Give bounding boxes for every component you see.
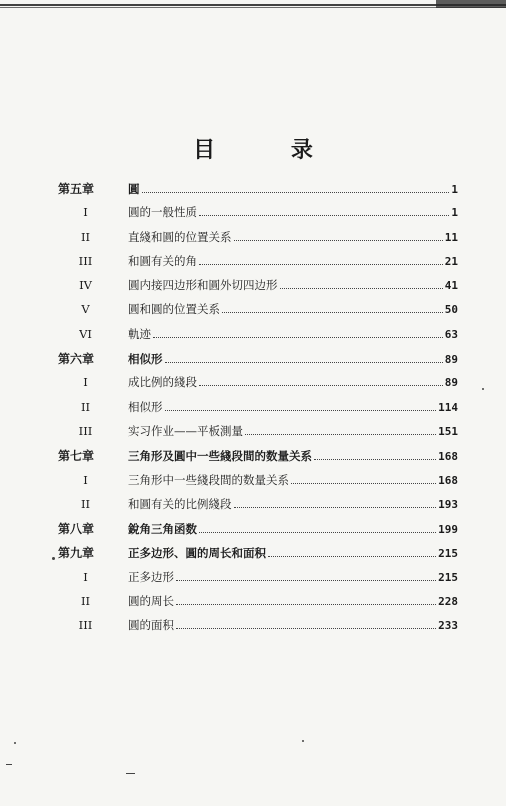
toc-leader-dots: [165, 410, 437, 411]
print-speck: [14, 742, 16, 744]
toc-chapter-row: [58, 544, 458, 568]
toc-number: III: [78, 423, 93, 438]
toc-number: 第八章: [58, 522, 95, 537]
toc-chapter-row: [58, 447, 458, 471]
toc-title: 圓的周长: [128, 594, 174, 609]
print-speck: [126, 773, 135, 774]
toc-page-number: 199: [438, 523, 458, 537]
toc-title: 和圓有关的比例綫段: [128, 496, 232, 511]
print-speck: [302, 740, 304, 742]
toc-page-number: 41: [444, 279, 458, 293]
toc-page-number: 11: [444, 230, 458, 244]
toc-title: 圓的一般性质: [128, 205, 197, 220]
toc-section-row: [58, 423, 458, 447]
toc-title: 实习作业——平板測量: [128, 423, 243, 438]
toc-title: 直綫和圓的位置关系: [128, 229, 232, 244]
toc-title: 相似形: [128, 352, 163, 367]
toc-page-number: 1: [451, 206, 458, 220]
toc-section-row: [58, 374, 458, 398]
toc-section-row: [58, 204, 458, 228]
toc-number: V: [81, 302, 90, 317]
toc-number: II: [80, 496, 91, 511]
toc-leader-dots: [199, 264, 443, 265]
toc-section-row: [58, 569, 458, 593]
page-top-rule-mark: [436, 0, 506, 8]
toc-title: 圓的面积: [128, 618, 174, 633]
toc-page-number: 215: [438, 570, 458, 584]
toc-number: 第六章: [58, 352, 95, 367]
toc-number: III: [78, 253, 93, 268]
toc-section-row: [58, 326, 458, 350]
toc-title: 圓: [128, 182, 140, 196]
toc-section-row: [58, 301, 458, 325]
toc-section-row: [58, 593, 458, 617]
print-speck: [482, 388, 484, 390]
toc-leader-dots: [199, 385, 443, 386]
toc-page-number: 89: [444, 376, 458, 390]
toc-title: 銳角三角函数: [128, 522, 197, 537]
toc-leader-dots: [314, 459, 436, 460]
toc-leader-dots: [165, 362, 443, 363]
toc-page-number: 215: [438, 547, 458, 561]
toc-number: I: [83, 375, 88, 390]
toc-leader-dots: [280, 288, 443, 289]
toc-leader-dots: [268, 556, 436, 557]
toc-page-number: 89: [444, 353, 458, 367]
toc-leader-dots: [199, 215, 449, 216]
toc-page-number: 168: [438, 450, 458, 464]
toc-number: I: [83, 205, 88, 220]
toc-number: II: [80, 229, 91, 244]
toc-leader-dots: [245, 434, 436, 435]
toc-page-number: 114: [438, 400, 458, 414]
print-speck: [6, 764, 12, 765]
toc-page-number: 151: [438, 424, 458, 438]
toc-section-row: [58, 277, 458, 301]
toc-leader-dots: [153, 337, 443, 338]
toc-number: 第七章: [58, 449, 95, 464]
toc-number: 第九章: [58, 546, 95, 561]
toc-number: I: [83, 472, 88, 487]
toc-number: III: [78, 618, 93, 633]
toc-page-number: 193: [438, 497, 458, 511]
toc-number: II: [80, 594, 91, 609]
toc-chapter-row: [58, 350, 458, 374]
toc-page-number: 21: [444, 254, 458, 268]
toc-page-number: 233: [438, 619, 458, 633]
toc-leader-dots: [199, 532, 436, 533]
toc-section-row: [58, 472, 458, 496]
toc-number: IV: [79, 278, 92, 293]
toc-page-number: 50: [444, 303, 458, 317]
print-speck: [52, 557, 55, 560]
toc-title: 三角形及圓中一些綫段間的数量关系: [128, 449, 312, 464]
toc-page-number: 1: [451, 183, 458, 196]
toc-title: 正多边形: [128, 569, 174, 584]
page-top-rule: [0, 4, 506, 9]
table-of-contents: [58, 180, 458, 642]
toc-leader-dots: [234, 507, 437, 508]
toc-section-row: [58, 399, 458, 423]
toc-section-row: [58, 229, 458, 253]
toc-number: 第五章: [58, 182, 95, 196]
toc-number: I: [83, 569, 88, 584]
toc-chapter-row: [58, 180, 458, 204]
toc-leader-dots: [142, 192, 450, 193]
toc-section-row: [58, 617, 458, 641]
toc-section-row: [58, 496, 458, 520]
toc-title: 正多边形、圓的周长和面积: [128, 546, 266, 561]
toc-leader-dots: [291, 483, 436, 484]
toc-page-number: 168: [438, 473, 458, 487]
toc-leader-dots: [176, 604, 436, 605]
toc-number: II: [80, 399, 91, 414]
toc-title: 相似形: [128, 399, 163, 414]
toc-chapter-row: [58, 520, 458, 544]
toc-section-row: [58, 253, 458, 277]
toc-leader-dots: [234, 240, 443, 241]
toc-title: 圓和圓的位置关系: [128, 302, 220, 317]
toc-number: VI: [79, 326, 92, 341]
toc-page-number: 63: [444, 327, 458, 341]
toc-title: 和圓有关的角: [128, 253, 197, 268]
page-title: 目 录: [193, 137, 347, 163]
toc-leader-dots: [222, 312, 443, 313]
toc-title: 成比例的綫段: [128, 375, 197, 390]
toc-leader-dots: [176, 628, 436, 629]
toc-title: 三角形中一些綫段間的数量关系: [128, 472, 289, 487]
toc-title: 軌迹: [128, 326, 151, 341]
toc-title: 圓内接四边形和圓外切四边形: [128, 278, 278, 293]
toc-leader-dots: [176, 580, 436, 581]
toc-page-number: 228: [438, 595, 458, 609]
